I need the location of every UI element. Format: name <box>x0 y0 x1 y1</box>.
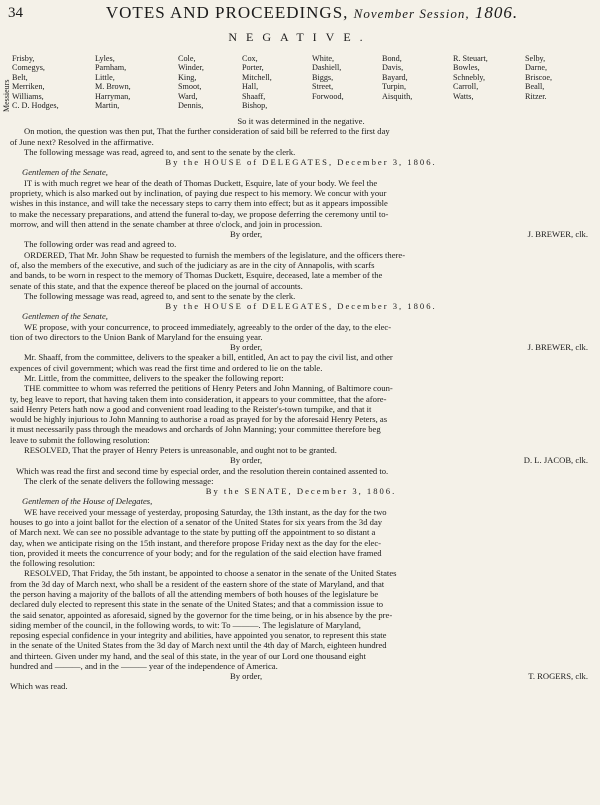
text-line: Which was read. <box>10 681 68 692</box>
page-header <box>8 3 592 25</box>
voter-name: Briscoe, <box>525 72 553 82</box>
names-column <box>178 54 204 110</box>
voter-name: Davis, <box>382 63 404 73</box>
voter-name: Forwood, <box>312 91 344 101</box>
negative-vote-names <box>0 44 600 118</box>
voter-name: M. Brown, <box>95 82 131 92</box>
voter-name: Watts, <box>453 91 474 101</box>
journal-title: VOTES AND PROCEEDINGS, <box>105 3 349 22</box>
voter-name: Ritzer. <box>525 91 547 101</box>
text-line: On motion, the question was then put, That the further consideration of said bill be referred to the first day <box>24 126 390 137</box>
messieurs-label: Messieurs <box>2 79 11 112</box>
text-line: it must necessarily pass through the meadows and orchards of John Manning; your committee therefore beg <box>10 424 381 435</box>
text-line: tion, provided it meets the concurrence of your body; and for the regulation of the said election have framed <box>10 547 382 558</box>
text-line: Mr. Little, from the committee, delivers to the speaker the following report: <box>24 373 284 384</box>
signature-line: By order, J. BREWER, clk. <box>10 342 592 352</box>
voter-name: Selby, <box>525 54 546 63</box>
names-column <box>12 54 59 110</box>
voter-name: Frisby, <box>12 54 35 63</box>
voter-name: King, <box>178 72 197 82</box>
text-line: ty, beg leave to report, that having taken them into consideration, it appears to your committee, that the afore- <box>10 393 387 404</box>
text-line: THE committee to whom was referred the petitions of Henry Peters and John Manning, of Baltimore coun- <box>24 383 393 394</box>
names-column <box>242 54 272 110</box>
text-line: WE have received your message of yesterday, proposing Saturday, the 13th instant, as the day for the two <box>24 506 387 517</box>
names-column <box>95 54 131 110</box>
clerk-signature: J. BREWER, clk. <box>527 342 588 353</box>
voter-name: Winder, <box>178 63 204 73</box>
voter-name: Williams, <box>12 91 44 101</box>
voter-name: Darne, <box>525 63 548 73</box>
text-line: morrow, and will then attend in the senate chamber at three o'clock, and join in procession. <box>10 218 323 229</box>
text-line: of, also the members of the executive, and such of the judiciary as are in the city of Annapolis, with scarfs <box>10 259 375 270</box>
voter-name: Mitchell, <box>242 72 272 82</box>
voter-name: Cox, <box>242 54 258 63</box>
names-column <box>453 54 488 101</box>
text-line: of June next? Resolved in the affirmative. <box>10 136 154 147</box>
voter-name: Bayard, <box>382 72 408 82</box>
signature-line: By order, T. ROGERS, clk. <box>10 671 592 681</box>
clerk-signature: T. ROGERS, clk. <box>528 671 588 682</box>
text-line: leave to submit the following resolution: <box>10 434 150 445</box>
voter-name: Harryman, <box>95 91 131 101</box>
signature-line: By order, J. BREWER, clk. <box>10 229 592 239</box>
text-line: The clerk of the senate delivers the following message: <box>24 475 214 486</box>
text-line: day, when we anticipate rising on the 15th instant, and therefore propose Friday next as the day for the elec- <box>10 537 381 548</box>
voter-name: Street, <box>312 82 334 92</box>
voter-name: Cole, <box>178 54 196 63</box>
voter-name: Martin, <box>95 101 120 111</box>
text-line: IT is with much regret we hear of the death of Thomas Duckett, Esquire, late of your body. We feel the <box>24 177 378 188</box>
salutation: Gentlemen of the Senate, <box>22 167 108 178</box>
page-number: 34 <box>8 5 23 21</box>
text-line: Mr. Shaaff, from the committee, delivers to the speaker a bill, entitled, An act to pay the civil list, and other <box>24 352 393 363</box>
voter-name: R. Steuart, <box>453 54 488 63</box>
text-line: The following message was read, agreed to, and sent to the senate by the clerk. <box>24 290 296 301</box>
voter-name: Porter, <box>242 63 264 73</box>
message-heading: By the HOUSE of DELEGATES, December 3, 1806. <box>165 301 437 312</box>
vote-determination: So it was determined in the negative. <box>237 116 365 126</box>
text-line: to make the necessary preparations, and attend the funeral to-day, we propose deferring the ceremony until to- <box>10 208 389 219</box>
text-line: ORDERED, That Mr. John Shaw be requested to furnish the members of the legislature, and the officers there- <box>24 249 406 260</box>
voter-name: Beall, <box>525 82 545 92</box>
voter-name: Ward, <box>178 91 198 101</box>
voter-name: Bishop, <box>242 101 268 111</box>
text-line: from the 3d day of March next, who shall be a resident of the eastern shore of the state of Maryland, and that <box>10 578 385 589</box>
text-line: RESOLVED, That Friday, the 5th instant, be appointed to choose a senator in the senate of the United States <box>24 568 397 579</box>
voter-name: Smoot, <box>178 82 202 92</box>
text-line: WE propose, with your concurrence, to proceed immediately, agreeably to the order of the day, to the elec- <box>24 321 392 332</box>
voter-name: Bowles, <box>453 63 480 73</box>
voter-name: Lyles, <box>95 54 115 63</box>
text-line: wishes in this instance, and will take the necessary steps to carry them into effect; but as it appears impossible <box>10 198 388 209</box>
voter-name: Carroll, <box>453 82 479 92</box>
text-line: the said senator, appointed as aforesaid, signed by the governor for the time being, or in his absence by the pre- <box>10 609 393 620</box>
text-line: the person having a majority of the ballots of all the attending members of both houses of the legislature be <box>10 588 379 599</box>
names-column <box>382 54 412 101</box>
message-heading: By the HOUSE of DELEGATES, December 3, 1806. <box>165 157 437 168</box>
text-line: reposing especial confidence in your integrity and abilities, have appointed you senator, to represent this state <box>10 630 387 641</box>
names-column <box>312 54 344 101</box>
salutation: Gentlemen of the Senate, <box>22 311 108 322</box>
text-line: siding member of the council, in the following words, to wit: To ———. The legislature of Maryland, <box>10 619 361 630</box>
text-line: The following order was read and agreed to. <box>24 239 177 250</box>
voter-name: Belt, <box>12 72 28 82</box>
text-line: houses to go into a joint ballot for the election of a senator of the United States for six years from the 3d day <box>10 516 383 527</box>
text-line: of March next. We can see no possible advantage to the state by putting off the appointment to so distant a <box>10 527 376 538</box>
signature-line: By order, D. L. JACOB, clk. <box>10 455 592 465</box>
voter-name: Merriken, <box>12 82 45 92</box>
voter-name: Hall, <box>242 82 259 92</box>
session-name: November Session, <box>353 6 470 21</box>
voter-name: Parnham, <box>95 63 127 73</box>
text-line: propriety, which is also marked out by inclination, of paying due respect to his memory. We concur with your <box>10 187 387 198</box>
text-line: tion of two directors to the Union Bank of Maryland for the ensuing year. <box>10 331 263 342</box>
text-line: expences of civil government; which was read the first time and ordered to lie on the table. <box>10 362 323 373</box>
text-line: would be highly injurious to John Manning to authorise a road as prayed for by the aforesaid Henry Peters, as <box>10 414 388 425</box>
negative-heading: NEGATIVE. <box>228 30 372 44</box>
voter-name: Comegys, <box>12 63 45 73</box>
running-title <box>66 3 558 23</box>
voter-name: C. D. Hodges, <box>12 101 59 111</box>
voter-name: Bond, <box>382 54 402 63</box>
voter-name: Aisquith, <box>382 91 413 101</box>
text-line: Which was read the first and second time by especial order, and the resolution therein contained assented to. <box>16 465 389 476</box>
text-line: declared duly elected to represent this state in the senate of the United States; and that a commission issue to <box>10 599 384 610</box>
names-column <box>525 54 552 101</box>
clerk-signature: J. BREWER, clk. <box>527 229 588 240</box>
voter-name: Little, <box>95 72 115 82</box>
text-line: and thirteen. Given under my hand, and the seal of this state, in the year of our Lord one thousand eight <box>10 650 366 661</box>
voter-name: Shaaff, <box>242 91 266 101</box>
voter-name: Biggs, <box>312 72 334 82</box>
text-line: RESOLVED, That the prayer of Henry Peters is unreasonable, and ought not to be granted. <box>24 445 337 455</box>
voter-name: Schnebly, <box>453 72 485 82</box>
session-year: 1806. <box>474 3 519 22</box>
text-line: said Henry Peters hath now a good and convenient road leading to the Reister's-town turnpike, and that it <box>10 403 372 414</box>
voter-name: Turpin, <box>382 82 407 92</box>
text-line: The following message was read, agreed to, and sent to the senate by the clerk. <box>24 146 296 157</box>
text-line: senate of this state, and that the expence thereof be placed on the journal of accounts. <box>10 280 303 291</box>
salutation: Gentlemen of the House of Delegates, <box>22 496 153 507</box>
voter-name: Dashiell, <box>312 63 342 73</box>
proceedings-text <box>10 116 592 692</box>
message-heading: By the SENATE, December 3, 1806. <box>205 486 397 497</box>
voter-name: White, <box>312 54 335 63</box>
voter-name: Dennis, <box>178 101 204 111</box>
text-line: and bands, to be worn in respect to the memory of Thomas Duckett, Esquire, deceased, late a member of the <box>10 270 383 281</box>
clerk-signature: D. L. JACOB, clk. <box>523 455 588 466</box>
text-line: in the senate of the United States from the 3d day of March next until the 4th day of March, eighteen hundred <box>10 640 387 651</box>
text-line: hundred and ———, and in the ——— year of the independence of America. <box>10 660 278 671</box>
text-line: the following resolution: <box>10 558 95 569</box>
